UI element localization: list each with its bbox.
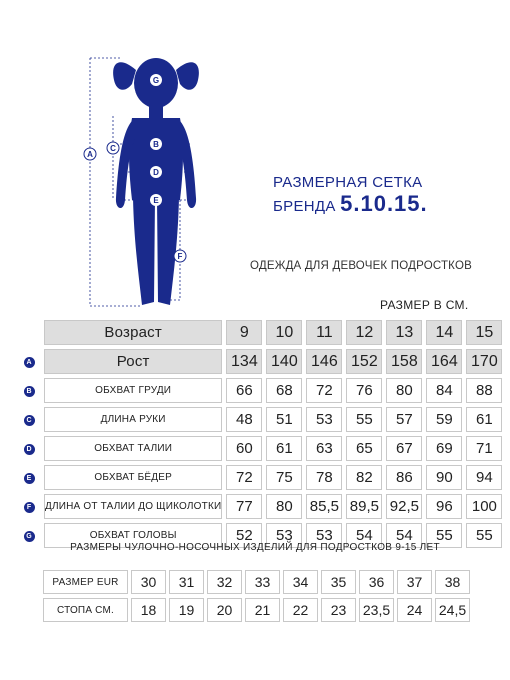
- marker-c-label: C: [110, 144, 116, 153]
- measurement-value: 55: [426, 523, 462, 548]
- marker-f-label: F: [177, 252, 183, 261]
- measurement-value: 100: [466, 494, 502, 519]
- measurement-value: 48: [226, 407, 262, 432]
- measurement-value: 69: [426, 436, 462, 461]
- row-marker: [18, 407, 40, 432]
- eur-size-row: [43, 570, 470, 594]
- measurement-value: 72: [306, 378, 342, 403]
- row-marker-empty: [18, 320, 40, 345]
- measurement-value: 55: [346, 407, 382, 432]
- marker-a-label: A: [87, 150, 93, 159]
- foot-length-label: СТОПА СМ.: [43, 598, 128, 622]
- row-marker: [18, 523, 40, 548]
- height-value: 164: [426, 349, 462, 374]
- measurement-value: 65: [346, 436, 382, 461]
- marker-badge: C: [24, 415, 35, 426]
- measurement-label: ОБХВАТ ТАЛИИ: [44, 436, 222, 461]
- measurement-value: 57: [386, 407, 422, 432]
- measurement-value: 90: [426, 465, 462, 490]
- measurement-value: 71: [466, 436, 502, 461]
- measurement-value: 75: [266, 465, 302, 490]
- heading-line-1: РАЗМЕРНАЯ СЕТКА: [273, 174, 423, 191]
- measurement-value: 61: [266, 436, 302, 461]
- eur-size-value: 30: [131, 570, 166, 594]
- eur-size-value: 34: [283, 570, 318, 594]
- hosiery-table-title: РАЗМЕРЫ ЧУЛОЧНО-НОСОЧНЫХ ИЗДЕЛИЙ ДЛЯ ПОДРОСТКОВ 9-15 ЛЕТ: [70, 542, 440, 553]
- measurement-value: 59: [426, 407, 462, 432]
- measurement-value: 53: [306, 407, 342, 432]
- age-value: 10: [266, 320, 302, 345]
- row-marker: [18, 378, 40, 403]
- marker-badge: B: [24, 386, 35, 397]
- eur-size-value: 35: [321, 570, 356, 594]
- height-value: 158: [386, 349, 422, 374]
- age-value: 13: [386, 320, 422, 345]
- marker-badge: E: [24, 473, 35, 484]
- age-value: 14: [426, 320, 462, 345]
- measurement-label: ОБХВАТ ГРУДИ: [44, 378, 222, 403]
- age-value: 11: [306, 320, 342, 345]
- heading-line-2: [273, 193, 428, 217]
- height-value: 134: [226, 349, 262, 374]
- size-unit-label: РАЗМЕР В СМ.: [380, 298, 469, 312]
- measurement-value: 84: [426, 378, 462, 403]
- measurement-value: 68: [266, 378, 302, 403]
- measurement-value: 72: [226, 465, 262, 490]
- heading-line-2-prefix: БРЕНДА: [273, 198, 336, 215]
- foot-length-value: 23,5: [359, 598, 394, 622]
- age-value: 9: [226, 320, 262, 345]
- marker-badge-a: A: [24, 357, 35, 368]
- marker-badge: D: [24, 444, 35, 455]
- eur-size-value: 32: [207, 570, 242, 594]
- measurement-row: [18, 407, 502, 432]
- measurement-row: [18, 494, 502, 519]
- foot-length-value: 24,5: [435, 598, 470, 622]
- measurement-value: 94: [466, 465, 502, 490]
- foot-length-value: 24: [397, 598, 432, 622]
- marker-d-label: D: [153, 168, 159, 177]
- measurement-value: 60: [226, 436, 262, 461]
- measurement-value: 67: [386, 436, 422, 461]
- foot-length-value: 23: [321, 598, 356, 622]
- marker-e-label: E: [153, 196, 159, 205]
- measurement-label: ОБХВАТ БЁДЕР: [44, 465, 222, 490]
- measurement-value: 66: [226, 378, 262, 403]
- clothing-category-subtitle: ОДЕЖДА ДЛЯ ДЕВОЧЕК ПОДРОСТКОВ: [250, 260, 472, 272]
- measurement-value: 55: [466, 523, 502, 548]
- height-label: Рост: [44, 349, 222, 374]
- measurement-row: [18, 436, 502, 461]
- marker-b-label: B: [153, 140, 159, 149]
- measurement-value: 80: [386, 378, 422, 403]
- eur-size-value: 36: [359, 570, 394, 594]
- age-label: Возраст: [44, 320, 222, 345]
- measurement-value: 54: [346, 523, 382, 548]
- foot-length-value: 18: [131, 598, 166, 622]
- age-value: 12: [346, 320, 382, 345]
- measurement-label: ДЛИНА ОТ ТАЛИИ ДО ЩИКОЛОТКИ: [44, 494, 222, 519]
- measurement-value: 96: [426, 494, 462, 519]
- measurement-value: 51: [266, 407, 302, 432]
- brand-name: 5.10.15.: [340, 191, 428, 216]
- marker-g-label: G: [152, 76, 160, 85]
- measurement-value: 52: [226, 523, 262, 548]
- eur-size-value: 31: [169, 570, 204, 594]
- measurement-value: 61: [466, 407, 502, 432]
- measurement-value: 89,5: [346, 494, 382, 519]
- measurement-row: [18, 378, 502, 403]
- row-marker: [18, 494, 40, 519]
- age-row: [18, 320, 502, 345]
- height-value: 140: [266, 349, 302, 374]
- measurement-value: 92,5: [386, 494, 422, 519]
- measurement-value: 63: [306, 436, 342, 461]
- foot-length-value: 22: [283, 598, 318, 622]
- measurement-value: 54: [386, 523, 422, 548]
- measurement-label: ДЛИНА РУКИ: [44, 407, 222, 432]
- size-chart-heading: [273, 172, 428, 217]
- height-value: 170: [466, 349, 502, 374]
- measurement-value: 85,5: [306, 494, 342, 519]
- size-table: [14, 316, 506, 552]
- marker-badge: F: [24, 502, 35, 513]
- eur-size-value: 37: [397, 570, 432, 594]
- foot-length-value: 19: [169, 598, 204, 622]
- height-row: [18, 349, 502, 374]
- age-value: 15: [466, 320, 502, 345]
- measurement-value: 82: [346, 465, 382, 490]
- eur-size-value: 38: [435, 570, 470, 594]
- girl-silhouette: [113, 58, 199, 305]
- measurement-label: ОБХВАТ ГОЛОВЫ: [44, 523, 222, 548]
- child-silhouette-figure: [80, 50, 200, 312]
- eur-size-value: 33: [245, 570, 280, 594]
- measurement-value: 88: [466, 378, 502, 403]
- measurement-value: 77: [226, 494, 262, 519]
- measurement-value: 86: [386, 465, 422, 490]
- foot-length-value: 20: [207, 598, 242, 622]
- row-marker-a: [18, 349, 40, 374]
- row-marker: [18, 465, 40, 490]
- height-value: 146: [306, 349, 342, 374]
- height-value: 152: [346, 349, 382, 374]
- measurement-row: [18, 465, 502, 490]
- measurement-value: 53: [266, 523, 302, 548]
- eur-size-label: РАЗМЕР EUR: [43, 570, 128, 594]
- foot-length-row: [43, 598, 470, 622]
- measurement-value: 76: [346, 378, 382, 403]
- measurement-value: 78: [306, 465, 342, 490]
- marker-badge: G: [24, 531, 35, 542]
- foot-length-value: 21: [245, 598, 280, 622]
- measurement-value: 80: [266, 494, 302, 519]
- measurement-value: 53: [306, 523, 342, 548]
- row-marker: [18, 436, 40, 461]
- hosiery-table: [40, 566, 473, 626]
